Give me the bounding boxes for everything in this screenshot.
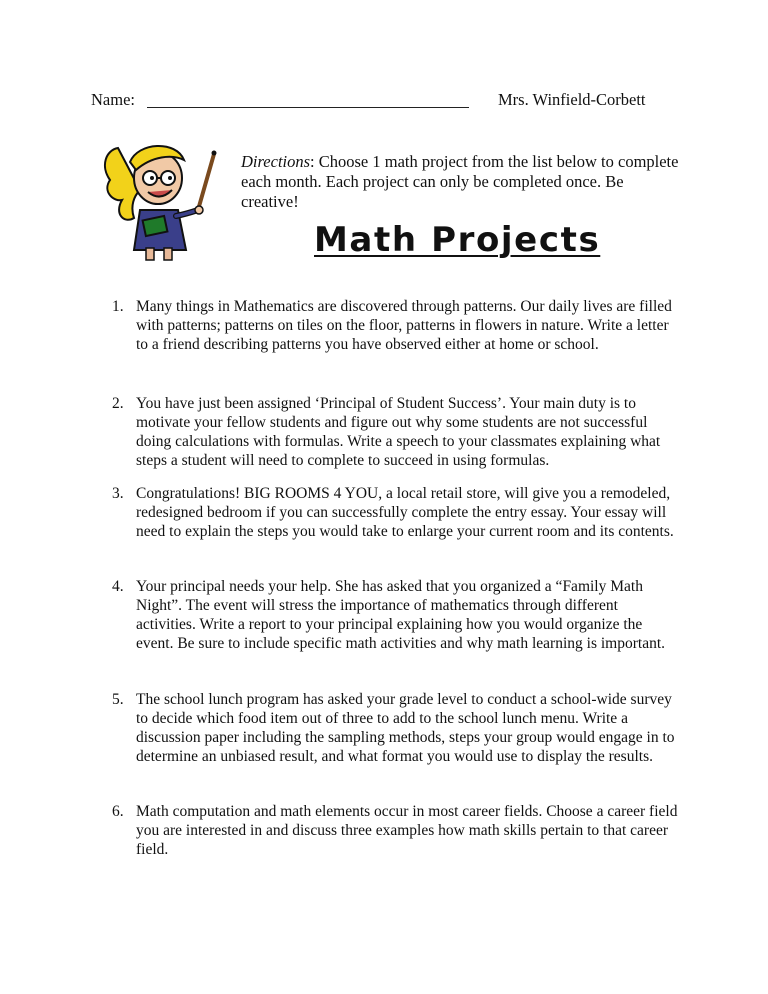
teacher-name: Mrs. Winfield-Corbett <box>498 90 646 109</box>
directions-label: Directions <box>241 152 311 171</box>
name-label: Name: <box>91 90 135 109</box>
teacher-with-pointer-icon <box>100 140 230 262</box>
list-item-text: Your principal needs your help. She has asked that you organized a “Family Math Night”. The event will stress the importance of mathematics through different activities. Write a report to your principal explaining how you would organize the event. Be sure to include specific math activities and why math learning is important. <box>136 578 666 652</box>
directions <box>241 152 681 212</box>
list-item-number: 5. <box>112 691 124 708</box>
list-item-number: 4. <box>112 578 124 595</box>
page-title: Math Projects <box>314 220 601 260</box>
list-item-number: 1. <box>112 298 124 315</box>
directions-text: : Choose 1 math project from the list below to complete each month. Each project can only be completed once. Be creative! <box>241 152 679 211</box>
list-item-text: Math computation and math elements occur in most career fields. Choose a career field you are interested in and discuss three examples how math skills pertain to that career field. <box>136 803 678 858</box>
list-item-text: The school lunch program has asked your grade level to conduct a school-wide survey to decide which food item out of three to add to the school lunch menu. Write a discussion paper including the sampling methods, steps your group would engage in to determine an unbiased result, and what format you would use to display the results. <box>136 691 675 765</box>
list-item-number: 6. <box>112 803 124 820</box>
list-item-number: 2. <box>112 395 124 412</box>
list-item-text: You have just been assigned ‘Principal of Student Success’. Your main duty is to motivate your fellow students and figure out why some students are not successful doing calculations with formulas. Write a speech to your classmates explaining what steps a student will need to complete to succeed in using formulas. <box>136 395 661 469</box>
list-item-text: Congratulations! BIG ROOMS 4 YOU, a local retail store, will give you a remodeled, redesigned bedroom if you can successfully complete the entry essay. Your essay will need to explain the steps you would take to enlarge your current room and its contents. <box>136 485 674 540</box>
list-item-text: Many things in Mathematics are discovered through patterns. Our daily lives are filled with patterns; patterns on tiles on the floor, patterns in flowers in nature. Write a letter to a friend describing patterns you have observed either at home or school. <box>136 298 672 353</box>
name-blank-line <box>147 107 469 108</box>
list-item-number: 3. <box>112 485 124 502</box>
